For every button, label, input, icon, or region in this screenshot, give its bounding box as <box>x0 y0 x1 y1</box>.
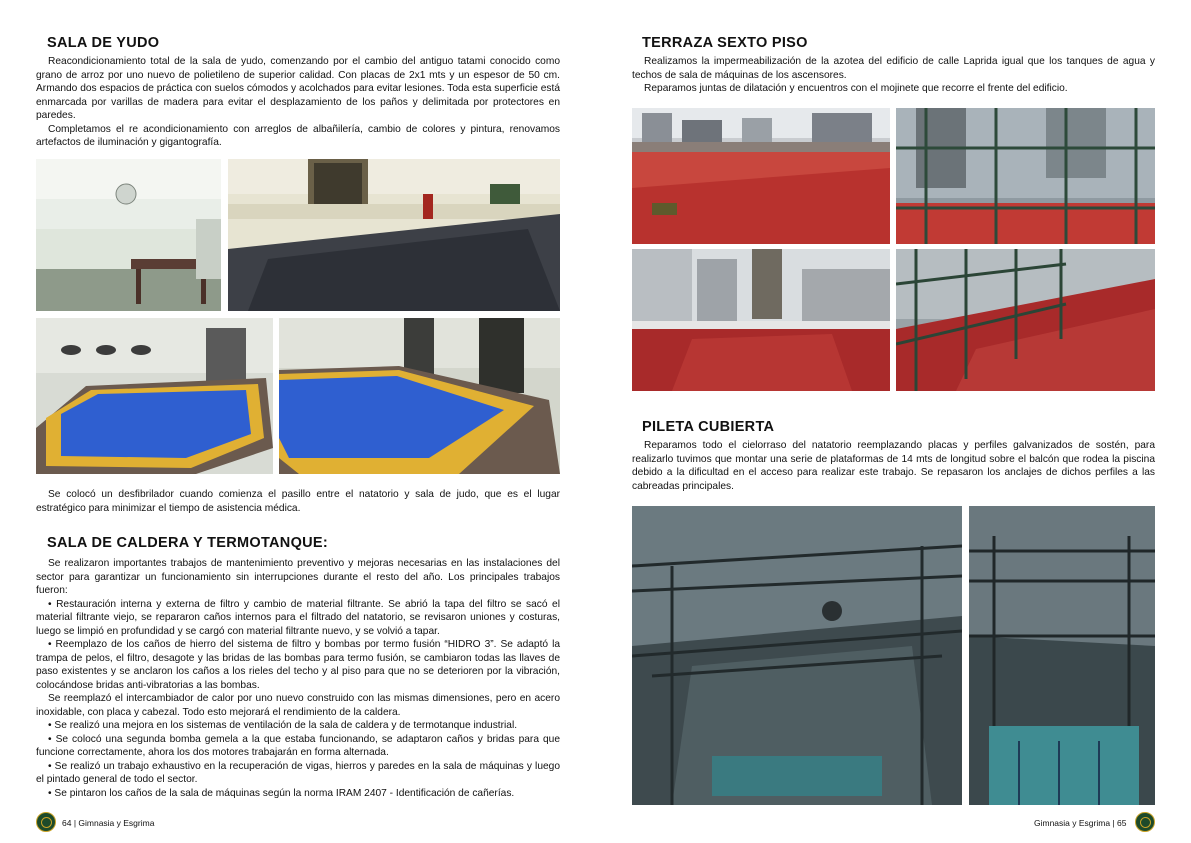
photo-pool-ceiling-wide <box>632 506 962 805</box>
pileta-text <box>632 439 1155 493</box>
terraza-paragraph-1: Realizamos la impermeabilización de la azotea del edificio de calle Laprida igual que los tanques de agua y techos de sala de máquinas de los ascensores. <box>632 56 1155 81</box>
yudo-paragraph-2: Completamos el re acondicionamiento con arreglos de albañilería, cambio de colores y pintura, renovamos artefactos de iluminación y gigantografía. <box>36 123 560 148</box>
section-title-caldera: SALA DE CALDERA Y TERMOTANQUE: <box>47 535 329 551</box>
caldera-item: • Reemplazo de los caños de hierro del sistema de filtro y bombas por termo fusión “HIDRO 3”. Se adaptó la trampa de pelos, el filtro, desagote y las bridas de las bombas para termo fusión, se cambiaron todas las llaves de paso existentes y se anclaron los caños a los rieles del techo y al piso para que no se deterioren por la vibración, colocándose bridas anti-vibratorias a las bombas. <box>36 639 560 691</box>
caldera-item: • Se pintaron los caños de la sala de máquinas según la norma IRAM 2407 - Identificación de cañerías. <box>48 787 515 799</box>
photo-terrace-wet-floor <box>632 249 890 391</box>
club-logo-icon <box>36 812 56 832</box>
caldera-item: • Restauración interna y externa de filtro y cambio de material filtrante. Se abrió la tapa del filtro se sacó el material filtrante viejo, se repararon caños internos para el filtrado del natatorio, se revisaron uniones y costuras, luego se limpió en profundidad y se cargó con material filtrante nuevo, y se volvió a tapar. <box>36 598 560 637</box>
club-logo-icon <box>1135 812 1155 832</box>
yudo-paragraph-1: Reacondicionamiento total de la sala de yudo, comenzando por el cambio del antiguo tatami conocido como grano de arroz por uno nuevo de polietileno de superior calidad. Con placas de 2x1 mts y un espesor de 50 cm. Armando dos espacios de práctica con suelos cómodos y acolchados para evitar lesiones. Toda esta superficie está enmarcada por varillas de madera para evitar el desplazamiento de los paños y delimitada por protectores en paredes. <box>36 56 560 121</box>
caldera-item: • Se realizó un trabajo exhaustivo en la recuperación de vigas, hierros y paredes en la sala de máquinas y luego el pintado general de todo el sector. <box>36 760 560 785</box>
terraza-paragraph-2: Reparamos juntas de dilatación y encuentros con el mojinete que recorre el frente del edificio. <box>644 83 1068 94</box>
terraza-text <box>632 55 1155 96</box>
photo-terrace-railing <box>896 108 1155 244</box>
yudo-defibrillator-text <box>36 488 560 515</box>
caldera-item: • Se realizó una mejora en los sistemas de ventilación de la sala de caldera y de termotanque industrial. <box>48 720 518 731</box>
page-footer-right: Gimnasia y Esgrima | 65 <box>1034 818 1127 828</box>
caldera-intro: Se realizaron importantes trabajos de mantenimiento preventivo y mejoras necesarias en las instalaciones del sector para garantizar un funcionamiento sin interrupciones durante el resto del año. Los principales trabajos fueron: <box>36 558 560 596</box>
photo-pool-ceiling-tall <box>969 506 1155 805</box>
section-title-terraza: TERRAZA SEXTO PISO <box>642 35 808 51</box>
photo-yudo-tatami-close <box>279 318 560 474</box>
photo-yudo-tatami-wide <box>36 318 273 474</box>
pileta-paragraph-1: Reparamos todo el cielorraso del natatorio reemplazando placas y perfiles galvanizados de sostén, para realizarlo tuvimos que montar una serie de plataformas de 14 mts de longitud sobre el balcón que rodea la piscina debido a la dificultad en el acceso para realizar este trabajo. Se repasaron los anclajes de dichos perfiles a las cabreadas principales. <box>632 440 1155 492</box>
page-footer-left: 64 | Gimnasia y Esgrima <box>62 818 155 828</box>
section-title-pileta: PILETA CUBIERTA <box>642 419 775 435</box>
yudo-text <box>36 55 560 150</box>
caldera-item: Se reemplazó el intercambiador de calor por uno nuevo construido con las mismas dimensiones, pero en acero inoxidable, con placa y cabezal. Todo esto mejorará el rendimiento de la caldera. <box>36 693 560 718</box>
photo-terrace-wet-railing <box>896 249 1155 391</box>
photo-terrace-roof <box>632 108 890 244</box>
yudo-paragraph-3: Se colocó un desfibrilador cuando comienza el pasillo entre el natatorio y sala de judo, que es el lugar estratégico para minimizar el tiempo de asistencia médica. <box>36 489 560 514</box>
photo-yudo-room-tarp <box>228 159 560 311</box>
photo-yudo-room-table <box>36 159 221 311</box>
caldera-text <box>36 557 560 800</box>
section-title-yudo: SALA DE YUDO <box>47 35 160 51</box>
caldera-item: • Se colocó una segunda bomba gemela a la que estaba funcionando, se adaptaron caños y bridas para que funcione correctamente, ahora los dos motores trabajarán en forma alternada. <box>36 733 560 758</box>
